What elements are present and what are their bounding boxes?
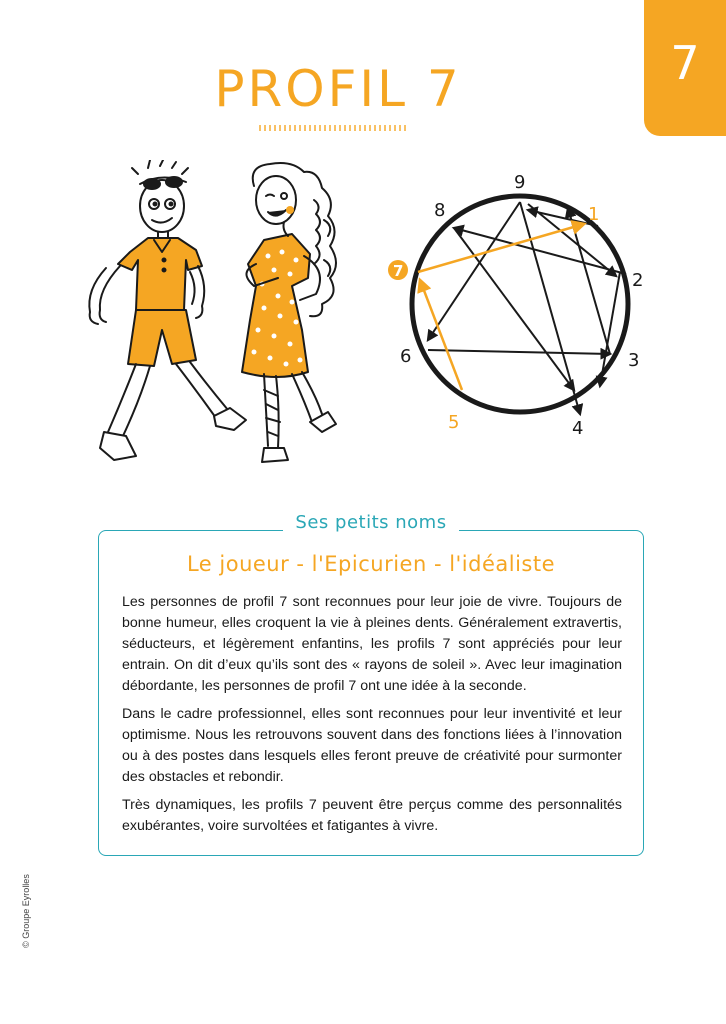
card-subtitle: Le joueur - l'Epicurien - l'idéaliste: [186, 552, 556, 576]
copyright-text: © Groupe Eyrolles: [21, 874, 31, 948]
card-paragraph: Très dynamiques, les profils 7 peuvent être perçus comme des personnalités exubérantes, voire survoltées et fatigantes à vivre.: [122, 797, 622, 834]
enneagram-label-2: 2: [632, 270, 644, 291]
enneagram-label-1: 1: [588, 204, 600, 225]
dancing-couple-illustration: [78, 160, 348, 470]
card-tag-label: Ses petits noms: [283, 512, 458, 533]
copyright-notice: [16, 866, 36, 962]
enneagram-label-9: 9: [514, 172, 526, 193]
card-body: [122, 592, 622, 844]
enneagram-label-3: 3: [628, 350, 640, 371]
enneagram-label-5: 5: [448, 412, 460, 433]
card-paragraph: Les personnes de profil 7 sont reconnues pour leur joie de vivre. Toujours de bonne humeur, elles croquent la vie à pleines dents. Généralement extravertis, séducteurs, et légèrement enfantins, les profils 7 sont appréciés pour leur entrain. On dit d’eux qu’ils sont des « rayons de soleil ». Avec leur imagination débordante, les personnes de profil 7 ont une idée à la seconde.: [122, 594, 622, 694]
card-paragraph: Dans le cadre professionnel, elles sont reconnues pour leur inventivité et leur optimisme. Nous les retrouvons souvent dans des fonctions liées à l’innovation ou à des postes dans lesquels elles feront preuve de créativité pour surmonter des obstacles et rebondir.: [122, 706, 622, 785]
enneagram-label-6: 6: [400, 346, 412, 367]
chapter-tab-number: 7: [670, 36, 700, 90]
enneagram-label-4: 4: [572, 418, 584, 438]
enneagram-label-8: 8: [434, 200, 446, 221]
enneagram-diagram: [388, 168, 658, 438]
page-title: PROFIL 7: [214, 60, 462, 118]
title-underline-decoration: [258, 124, 410, 132]
enneagram-label-7: 7: [393, 262, 404, 280]
